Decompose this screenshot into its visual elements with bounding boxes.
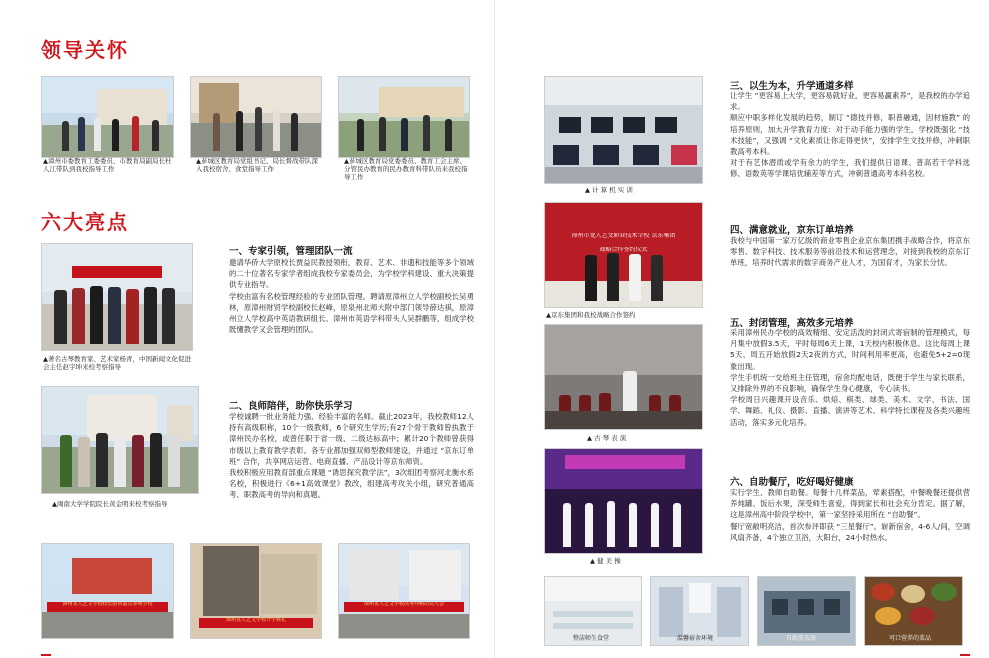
section5-text xyxy=(730,327,970,428)
leader-caption-2: ▲芗城区教育局党组书记、局长督战带队深入我校宿舍、食堂指导工作 xyxy=(196,157,318,173)
heading-highlights: 六大亮点 xyxy=(41,210,129,234)
leader-caption-1: ▲漳州市委教育工委委员、市教育局副局长杜人江带队到我校指导工作 xyxy=(43,157,172,173)
section5-paragraph: 学生手机统一交给班主任管理，宿舍均配电话，既便于学生与家长联系，又排除外界的不良影响，确保学生身心健康，专心读书。 xyxy=(730,372,970,394)
laundry-caption: 自助洗衣房 xyxy=(786,635,817,642)
dishes-photo xyxy=(864,576,963,646)
section3-paragraph: 对于有艺体潜质或学有余力的学生，我们提供日语课、普高若干学科选修、语数英等学课培优辅差等方式，冲刺普通高考本科名校。 xyxy=(730,158,970,179)
page-marker-right xyxy=(960,654,970,656)
section1-paragraph: 学校由富有名校管理经验的专业团队管理。聘请原漳州立人学校副校长吴勇林，原漳州财贸学校副校长赵峰，原泉州北师大附中部门领导薛达祺，原漳州立人学校高中英语教研组长、漳州市英语学科带头人吴群鹏等，组成学校既懂教学又会管理的团队。 xyxy=(229,291,474,335)
section1-paragraph: 邀请华侨大学原校长贾益民教授领衔，教育、艺术、非遗和技能等多个领域的二十位著名专家学者组成我校专家委员会，为学校学科建设、重大决策提供专业指导。 xyxy=(229,258,474,290)
bottom-photo-1 xyxy=(41,543,174,639)
jd-sign-banner: 漳州市龙人艺文职业技术学校 京东集团 xyxy=(571,233,676,239)
expert-group-photo xyxy=(41,243,193,351)
section3-paragraph: 让学生 “更容易上大学，更容易就好业，更容易赢素养”，是我校的办学追求。 xyxy=(730,91,970,112)
canteen-caption: 整洁师生食堂 xyxy=(573,635,610,642)
dishes-caption: 可口营养的菜品 xyxy=(889,635,932,642)
section5-paragraph: 采用漳州民办学校的高效精细、安定活泼的封闭式寄宿制的管理模式，每月集中放假3.5天，平时每周6天上课，1天校内积极休息。这比每周上课5天、周五开始放假2天2夜的方式，时间利用率更高，也避免5+2=0现象出现。 xyxy=(730,328,970,371)
bottom-photo-3 xyxy=(338,543,470,639)
section6-text xyxy=(730,487,970,543)
left-page xyxy=(0,0,494,658)
section2-paragraph: 我校积极应用教育部重点课题 “诱思探究教学法”，3次组团考察河北衡水系名校，积极进行《6+1高效课堂》教改，组建高考攻关小组，研究普通高考、职教高考的导向和真题。 xyxy=(229,468,474,500)
leader-visit-photo-2 xyxy=(190,76,322,158)
section3-text xyxy=(730,90,970,180)
aerobics-caption: ▲ 健 美 操 xyxy=(590,557,621,565)
guqin-caption: ▲ 古 琴 表 演 xyxy=(587,434,627,442)
banner-1: 漳州龙人艺文学校校长陪同嘉宾参观学校 xyxy=(47,602,168,612)
section4-title: 四、满意就业，京东订单培养 xyxy=(730,225,854,236)
section1-title: 一、专家引领，管理团队一流 xyxy=(229,246,353,257)
laundry-photo xyxy=(757,576,856,646)
section2-title: 二、良师陪伴，助你快乐学习 xyxy=(229,401,353,412)
right-page xyxy=(495,0,989,658)
leader-visit-photo-3 xyxy=(338,76,470,158)
jd-signing-caption: ▲京东集团和我校战略合作签约 xyxy=(546,311,636,319)
section4-paragraph: 我校与中国第一家万亿级的商业零售企业京东集团携手战略合作，将京东零售、数字科技、技术服务等前沿技术和运营理念，对接到我校的京东订单班，培养时代需求的数字商务产业人才，为国育才，为家长分忧。 xyxy=(730,236,970,268)
dorm-caption: 温馨宿舍环境 xyxy=(677,635,714,642)
jd-sign-subtitle: 战略合作签约仪式 xyxy=(599,247,648,253)
expert-photo-caption: ▲著名古琴教育家、艺术家杨青，中国新闻文化促进会主任赵宇坤来校考察指导 xyxy=(43,355,191,371)
section6-paragraph: 实行学生、教师自助餐。每餐十几样菜品，荤素搭配，中餐晚餐还提供营养炖罐、饭后水果，深受师生喜爱，得到家长和社会充分肯定。据了解，这是漳州高中阶段学校中，第一家坚持采用所在 “自助餐”。 xyxy=(730,488,970,520)
leader-caption-3: ▲芗城区教育局党委委员、教育工会主席、分管民办教育的民办教育科带队员来我校指导工作 xyxy=(344,157,468,181)
university-visit-photo xyxy=(41,386,199,494)
section3-paragraph: 顺应中职多样化发展的趋势，制订 “德技并修，职普融通，因材施教” 的培养原则，加大升学教育力度：对于动手能力强的学生，学校既强化 “技术技能”，又强调 “文化素质让你走得更快”，安排学生文技并修，冲刺职教高考本科。 xyxy=(730,113,970,157)
section5-title: 五、封闭管理，高效多元培养 xyxy=(730,318,854,329)
leader-visit-photo-1 xyxy=(41,76,174,158)
event-banner xyxy=(72,266,162,278)
section4-text xyxy=(730,235,970,269)
canteen-photo xyxy=(544,576,642,646)
heading-leaders: 领导关怀 xyxy=(41,38,129,62)
section2-paragraph: 学校诚聘一批业务能力强、经验丰富的名师。截止2023年，我校教师12人持有高级职称，10个一级教师，6个研究生学历;有27个骨干教师曾执教于漳州民办名校，或曾任职于省一级、二级达标高中；累计20个教师曾获得市级以上教育教学表彰。各专业都加强双师型教师建设，并通过 “京东订单班” 合作，共享网店运营、电商直播、产品设计等京东师资。 xyxy=(229,412,474,466)
computer-lab-caption: ▲ 计 算 机 实 训 xyxy=(585,186,633,194)
dorm-photo xyxy=(650,576,749,646)
banner-3: 漳州龙人艺文学校高考冲刺动员大会 xyxy=(344,602,464,612)
section6-title: 六、自助餐厅，吃好喝好健康 xyxy=(730,477,854,488)
guqin-performance-photo xyxy=(544,324,703,430)
bottom-photo-2 xyxy=(190,543,322,639)
jd-signing-photo xyxy=(544,202,703,308)
section6-paragraph: 餐厅宽敞明亮洁，首次参评即获 “三星餐厅”。崭新宿舍，4-6人/间，空调风扇齐备，4个独立卫浴，大阳台，24小时热水。 xyxy=(730,521,970,542)
section1-text xyxy=(229,257,474,335)
aerobics-photo xyxy=(544,448,703,554)
section2-text xyxy=(229,411,474,501)
section5-paragraph: 学校周日兴趣课开设音乐、烘焙、棋类、球类、美术、文学、书法、国学、舞蹈、礼仪、摄影、直播、演讲等艺术、科学特长课程及各类兴趣班活动，落实多元化培养。 xyxy=(730,395,970,427)
page-marker-left xyxy=(41,654,51,656)
section3-title: 三、以生为本，升学通道多样 xyxy=(730,81,854,92)
computer-lab-photo xyxy=(544,76,703,184)
banner-2: 漳州龙人艺文学校开学典礼 xyxy=(199,618,313,628)
university-photo-caption: ▲闽南大学学院院长黄金明来校考察指导 xyxy=(52,500,168,508)
